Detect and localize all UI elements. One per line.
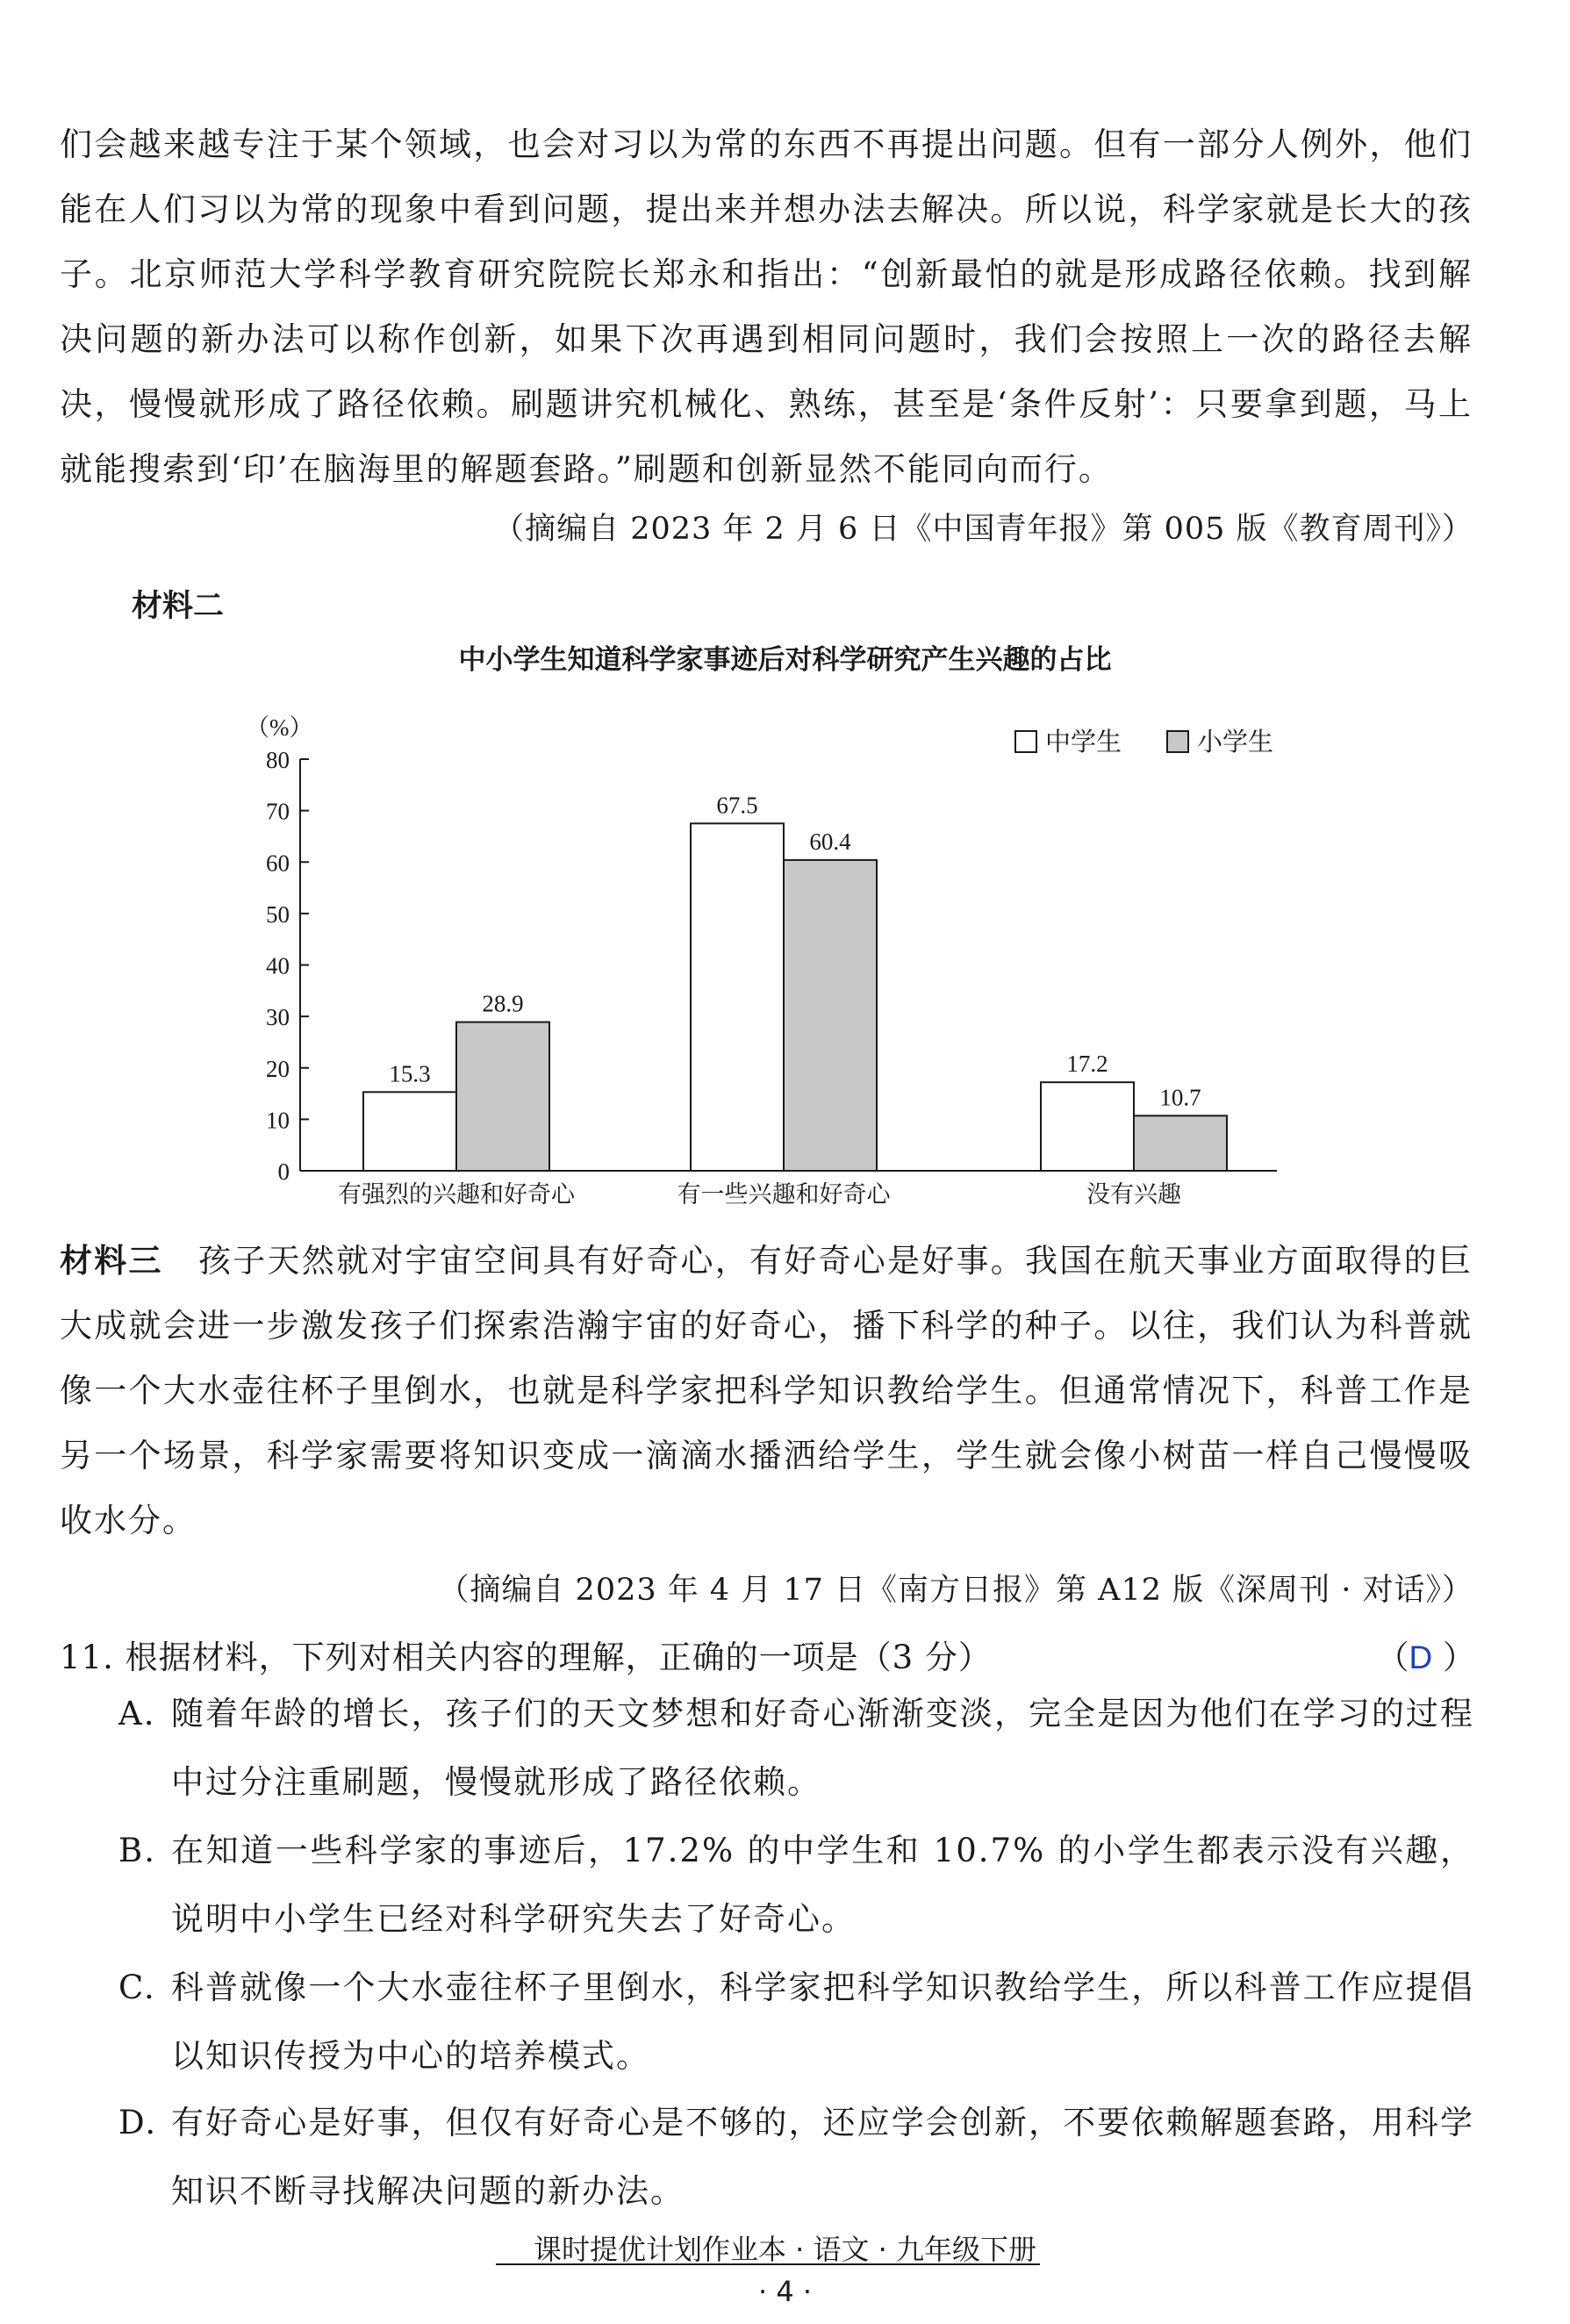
y-tick-label: 60 bbox=[266, 850, 290, 877]
y-tick-label: 30 bbox=[266, 1004, 290, 1031]
x-category-label: 有强烈的兴趣和好奇心 bbox=[338, 1181, 575, 1208]
legend-swatch-primary-school bbox=[1167, 731, 1188, 752]
y-axis-unit-label: （%） bbox=[246, 714, 313, 741]
legend-label-primary-school: 小学生 bbox=[1197, 728, 1274, 757]
footer-book-title: 课时提优计划作业本 · 语文 · 九年级下册 bbox=[533, 2233, 1037, 2266]
option-a bbox=[118, 1680, 1474, 1817]
legend-swatch-middle-school bbox=[1015, 731, 1036, 752]
x-category-label: 有一些兴趣和好奇心 bbox=[677, 1181, 891, 1208]
bar-value-label: 28.9 bbox=[482, 990, 524, 1017]
bar-value-label: 10.7 bbox=[1159, 1084, 1201, 1111]
answer-paren-close: ） bbox=[1443, 1639, 1475, 1676]
x-category-label: 没有兴趣 bbox=[1086, 1181, 1181, 1208]
chart-title: 中小学生知道科学家事迹后对科学研究产生兴趣的占比 bbox=[458, 644, 1112, 676]
option-text: 有好奇心是好事，但仅有好奇心是不够的，还应学会创新，不要依赖解题套路，用科学知识不断寻找解决问题的新办法。 bbox=[171, 2104, 1474, 2210]
option-letter: D. bbox=[118, 2104, 158, 2141]
option-b bbox=[118, 1817, 1474, 1954]
answer-box bbox=[1377, 1631, 1476, 1678]
material3-paragraph bbox=[60, 1229, 1473, 1553]
y-tick-label: 50 bbox=[266, 900, 290, 928]
answer-letter: D bbox=[1409, 1639, 1433, 1675]
bar-primary-school bbox=[456, 1022, 549, 1171]
option-text: 随着年龄的增长，孩子们的天文梦想和好奇心渐渐变淡，完全是因为他们在学习的过程中过分注重刷题，慢慢就形成了路径依赖。 bbox=[171, 1695, 1474, 1801]
bar-middle-school bbox=[691, 823, 784, 1171]
bar-chart bbox=[0, 702, 1570, 1264]
chart-legend bbox=[1015, 728, 1273, 757]
option-letter: C. bbox=[118, 1969, 156, 2006]
page-number: · 4 · bbox=[757, 2275, 813, 2308]
bar-primary-school bbox=[784, 860, 877, 1171]
material3-source: （摘编自 2023 年 4 月 17 日《南方日报》第 A12 版《深周刊 · 对话》） bbox=[438, 1573, 1473, 1608]
option-c bbox=[118, 1954, 1474, 2091]
material1-paragraph: 们会越来越专注于某个领域，也会对习以为常的东西不再提出问题。但有一部分人例外，他们能在人们习以为常的现象中看到问题，提出来并想办法去解决。所以说，科学家就是长大的孩子。北京师范大学科学教育研究院院长郑永和指出：“创新最怕的就是形成路径依赖。找到解决问题的新办法可以称作创新，如果下次再遇到相同问题时，我们会按照上一次的路径去解决，慢慢就形成了路径依赖。刷题讲究机械化、熟练，甚至是‘条件反射’：只要拿到题，马上就能搜索到‘印’在脑海里的解题套路。”刷题和创新显然不能同向而行。 bbox=[60, 126, 1473, 488]
answer-paren-open: （ bbox=[1376, 1639, 1409, 1676]
option-text: 在知道一些科学家的事迹后，17.2% 的中学生和 10.7% 的小学生都表示没有兴趣，说明中小学生已经对科学研究失去了好奇心。 bbox=[171, 1832, 1474, 1938]
option-letter: B. bbox=[118, 1832, 156, 1869]
y-tick-label: 10 bbox=[266, 1107, 290, 1134]
legend-label-middle-school: 中学生 bbox=[1045, 728, 1122, 757]
y-tick-label: 20 bbox=[266, 1055, 290, 1082]
y-tick-label: 80 bbox=[266, 747, 290, 773]
y-tick-label: 70 bbox=[266, 798, 290, 825]
bar-value-label: 15.3 bbox=[389, 1060, 431, 1087]
bar-primary-school bbox=[1134, 1115, 1227, 1171]
material3-text: 孩子天然就对宇宙空间具有好奇心，有好奇心是好事。我国在航天事业方面取得的巨大成就会进一步激发孩子们探索浩瀚宇宙的好奇心，播下科学的种子。以往，我们认为科普就像一个大水壶往杯子里倒水，也就是科学家把科学知识教给学生。但通常情况下，科普工作是另一个场景，科学家需要将知识变成一滴滴水播洒给学生，学生就会像小树苗一样自己慢慢吸收水分。 bbox=[60, 1242, 1473, 1539]
material3-label: 材料三 bbox=[60, 1242, 163, 1280]
material2-heading: 材料二 bbox=[132, 589, 225, 624]
question-stem: 11. 根据材料，下列对相关内容的理解，正确的一项是（3 分） bbox=[60, 1639, 992, 1676]
bar-value-label: 60.4 bbox=[809, 828, 851, 855]
chart-bars bbox=[363, 792, 1227, 1171]
bar-middle-school bbox=[1041, 1082, 1134, 1171]
bar-middle-school bbox=[363, 1092, 456, 1171]
material1-source: （摘编自 2023 年 2 月 6 日《中国青年报》第 005 版《教育周刊》） bbox=[493, 512, 1473, 547]
y-tick-label: 40 bbox=[266, 952, 290, 979]
bar-value-label: 67.5 bbox=[716, 792, 758, 819]
option-letter: A. bbox=[118, 1695, 156, 1732]
footer-divider bbox=[496, 2263, 1040, 2265]
y-tick-label: 0 bbox=[277, 1158, 290, 1185]
bar-value-label: 17.2 bbox=[1066, 1051, 1108, 1078]
option-d bbox=[118, 2089, 1474, 2226]
option-text: 科普就像一个大水壶往杯子里倒水，科学家把科学知识教给学生，所以科普工作应提倡以知识传授为中心的培养模式。 bbox=[171, 1969, 1474, 2075]
